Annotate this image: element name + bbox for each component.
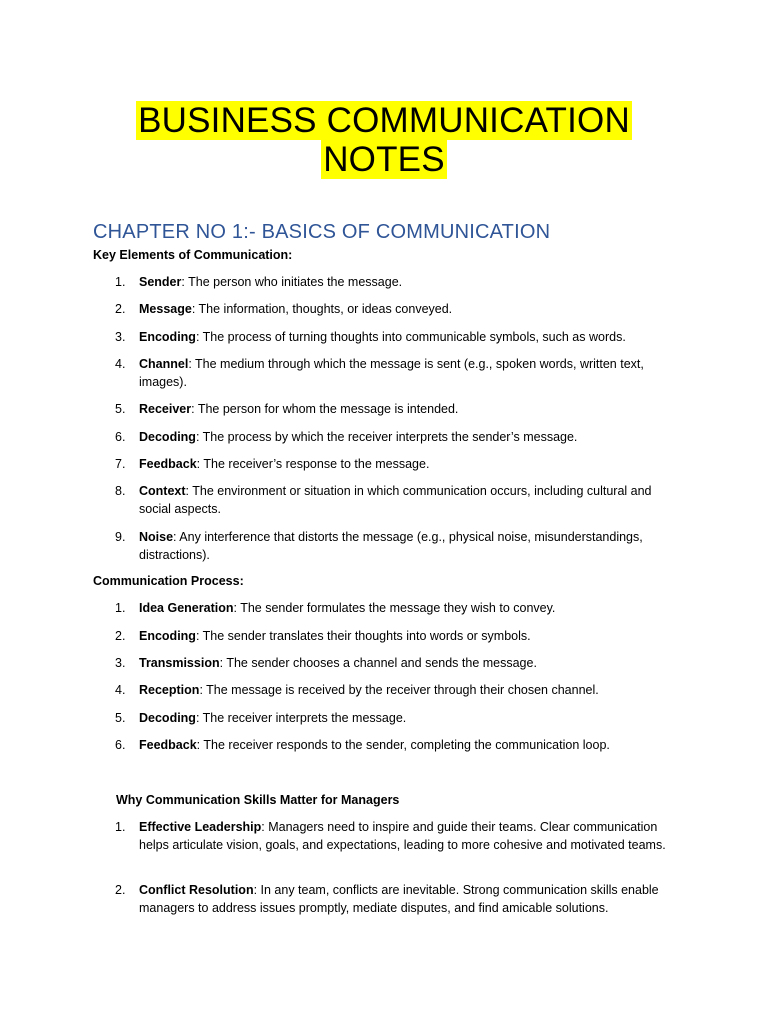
list-number: 4. (115, 683, 126, 697)
description: : In any team, conflicts are inevitable. Strong communication skills enable managers to address issues promptly, mediate disputes, and find amicable solutions. (139, 883, 659, 915)
term: Channel (139, 357, 189, 371)
description: : The message is received by the receiver through their chosen channel. (199, 683, 599, 697)
description: : The person who initiates the message. (181, 275, 403, 289)
term: Decoding (139, 711, 196, 725)
description: : The person for whom the message is intended. (191, 402, 459, 416)
term: Idea Generation (139, 601, 234, 615)
description: : The process of turning thoughts into communicable symbols, such as words. (195, 330, 626, 344)
term: Sender (139, 275, 182, 289)
chapter-heading: CHAPTER NO 1:- BASICS OF COMMUNICATION (93, 221, 551, 243)
term: Decoding (139, 430, 196, 444)
list-number: 1. (115, 601, 126, 615)
description: : The receiver’s response to the message. (196, 457, 430, 471)
description: : The sender chooses a channel and sends the message. (219, 656, 537, 670)
list-number: 3. (115, 656, 126, 670)
description: : The receiver responds to the sender, completing the communication loop. (196, 738, 610, 752)
list-number: 5. (115, 711, 126, 725)
term: Conflict Resolution (139, 883, 254, 897)
term: Encoding (139, 629, 196, 643)
term: Context (139, 484, 186, 498)
process-heading: Communication Process: (93, 574, 244, 588)
title-line-2: NOTES (323, 140, 445, 179)
list-number: 7. (115, 457, 126, 471)
description: : The medium through which the message is sent (e.g., spoken words, written text, images). (139, 357, 644, 389)
description: : The receiver interprets the message. (195, 711, 407, 725)
list-number: 2. (115, 302, 126, 316)
key-elements-heading: Key Elements of Communication: (93, 248, 293, 262)
list-number: 5. (115, 402, 126, 416)
document-title (0, 101, 768, 179)
term: Reception (139, 683, 200, 697)
list-number: 1. (115, 275, 126, 289)
term: Effective Leadership (139, 820, 262, 834)
list-number: 4. (115, 357, 126, 371)
description: : Any interference that distorts the message (e.g., physical noise, misunderstandings, distractions). (139, 530, 643, 562)
description: : The information, thoughts, or ideas conveyed. (191, 302, 453, 316)
description: : The environment or situation in which communication occurs, including cultural and social aspects. (139, 484, 652, 516)
description: : The process by which the receiver interprets the sender’s message. (195, 430, 578, 444)
description: : Managers need to inspire and guide their teams. Clear communication helps articulate vision, goals, and expectations, leading to more cohesive and motivated teams. (139, 820, 666, 852)
term: Encoding (139, 330, 196, 344)
term: Feedback (139, 457, 197, 471)
list-number: 3. (115, 330, 126, 344)
list-number: 6. (115, 430, 126, 444)
description: : The sender translates their thoughts into words or symbols. (195, 629, 531, 643)
list-number: 2. (115, 629, 126, 643)
term: Receiver (139, 402, 192, 416)
term: Noise (139, 530, 174, 544)
list-number: 6. (115, 738, 126, 752)
term: Message (139, 302, 192, 316)
managers-heading: Why Communication Skills Matter for Managers (116, 793, 400, 807)
description: : The sender formulates the message they wish to convey. (233, 601, 556, 615)
list-number: 2. (115, 883, 126, 897)
term: Transmission (139, 656, 220, 670)
list-number: 1. (115, 820, 126, 834)
title-line-1: BUSINESS COMMUNICATION (138, 101, 630, 140)
list-number: 8. (115, 484, 126, 498)
term: Feedback (139, 738, 197, 752)
list-number: 9. (115, 530, 126, 544)
